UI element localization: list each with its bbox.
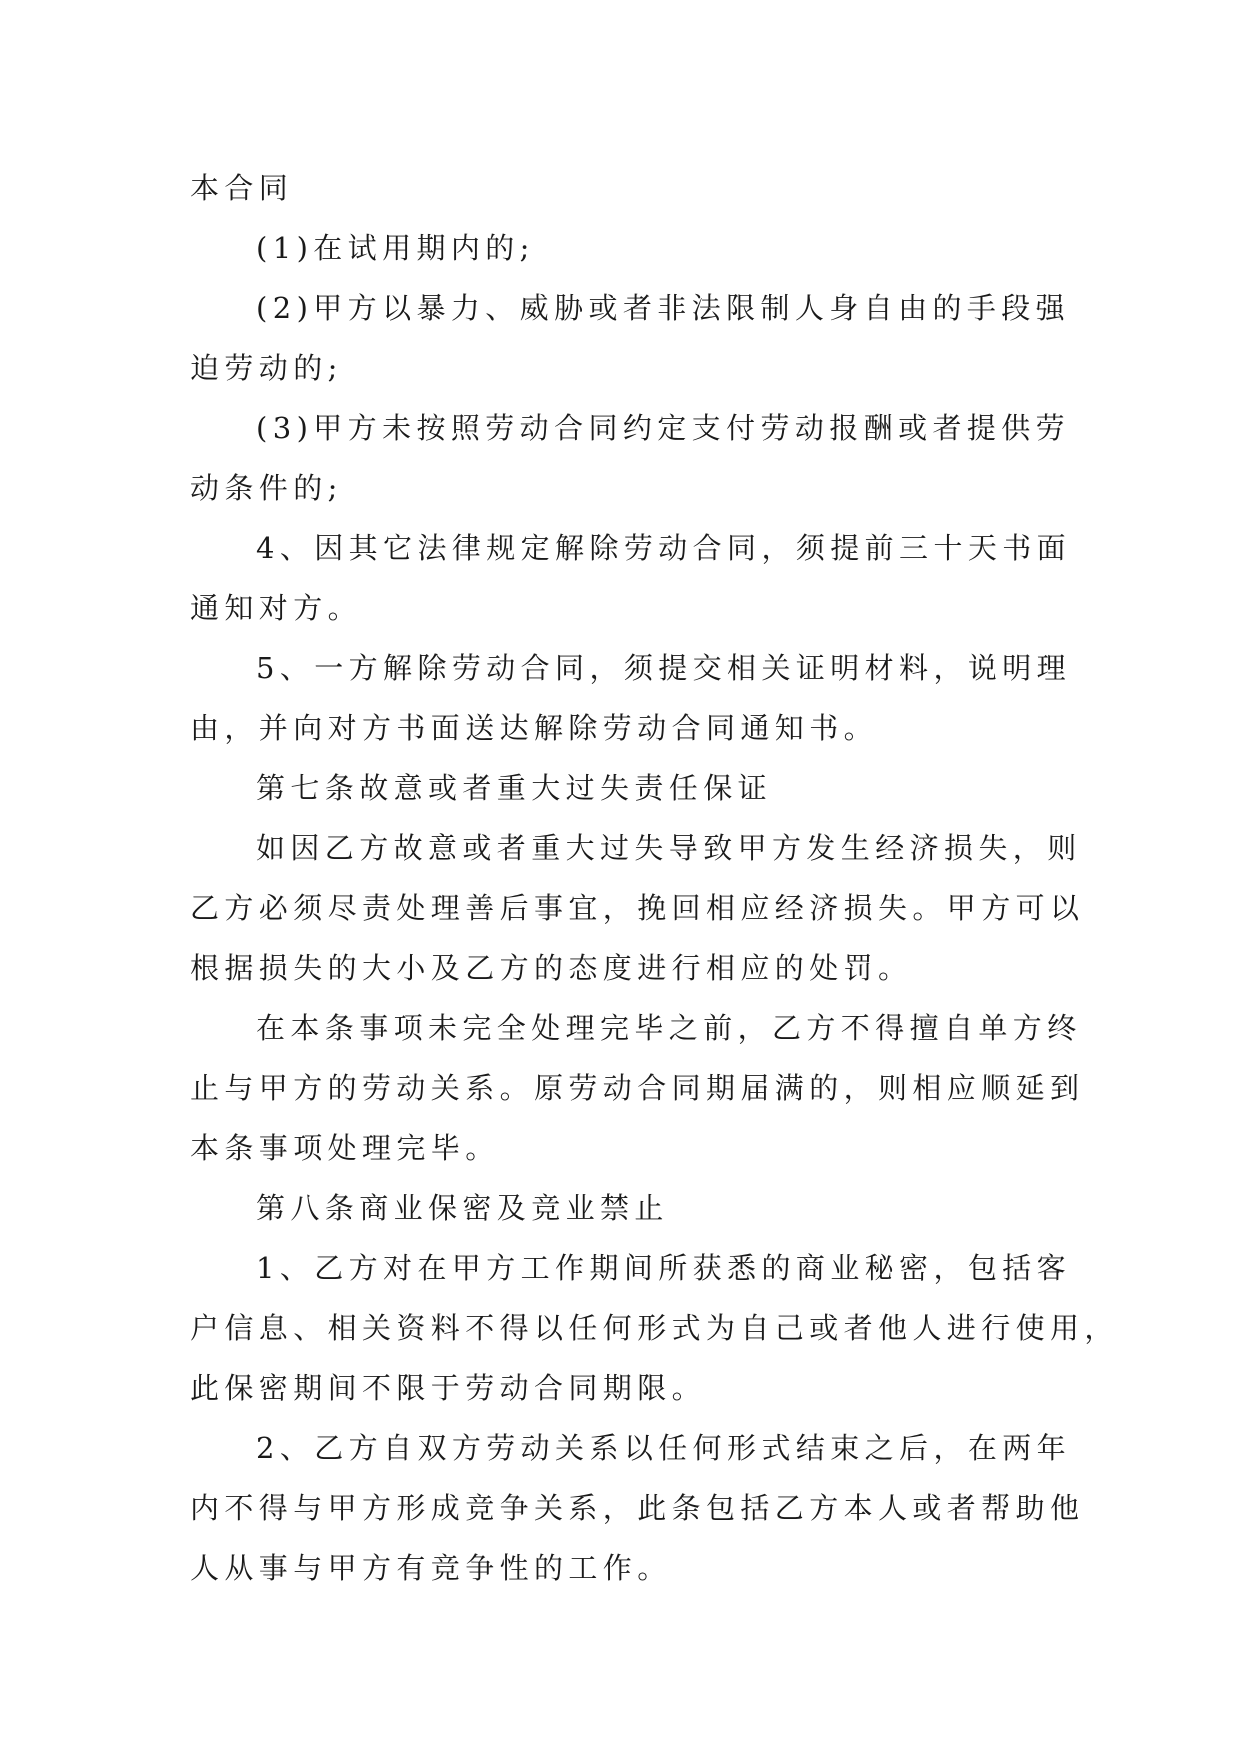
document-body: [190, 158, 1119, 1598]
text-line: 户信息、相关资料不得以任何形式为自己或者他人进行使用，: [190, 1311, 1119, 1345]
text-line: 本条事项处理完毕。: [190, 1131, 500, 1165]
text-line: (2)甲方以暴力、威胁或者非法限制人身自由的手段强: [256, 291, 1071, 325]
text-line: 动条件的;: [190, 471, 343, 505]
text-line: 在本条事项未完全处理完毕之前，乙方不得擅自单方终: [256, 1011, 1082, 1045]
text-line: 止与甲方的劳动关系。原劳动合同期届满的，则相应顺延到: [190, 1071, 1085, 1105]
text-line: 2、乙方自双方劳动关系以任何形式结束之后，在两年: [256, 1431, 1072, 1465]
text-line: 根据损失的大小及乙方的态度进行相应的处罚。: [190, 951, 913, 985]
text-line: 5、一方解除劳动合同，须提交相关证明材料，说明理: [256, 651, 1072, 685]
text-line: (3)甲方未按照劳动合同约定支付劳动报酬或者提供劳: [256, 411, 1071, 445]
text-line: 如因乙方故意或者重大过失导致甲方发生经济损失，则: [256, 831, 1082, 865]
text-line: (1)在试用期内的;: [256, 231, 535, 265]
text-line: 本合同: [190, 171, 294, 205]
text-line: 由，并向对方书面送达解除劳动合同通知书。: [190, 711, 879, 745]
text-line: 乙方必须尽责处理善后事宜，挽回相应经济损失。甲方可以: [190, 891, 1085, 925]
text-line: 1、乙方对在甲方工作期间所获悉的商业秘密，包括客: [256, 1251, 1072, 1285]
text-line: 内不得与甲方形成竞争关系，此条包括乙方本人或者帮助他: [190, 1491, 1085, 1525]
text-line: 此保密期间不限于劳动合同期限。: [190, 1371, 707, 1405]
text-line: 迫劳动的;: [190, 351, 343, 385]
text-line: 通知对方。: [190, 591, 363, 625]
section-heading: 第八条商业保密及竞业禁止: [256, 1191, 669, 1225]
section-heading: 第七条故意或者重大过失责任保证: [256, 771, 773, 805]
text-line: 4、因其它法律规定解除劳动合同，须提前三十天书面: [256, 531, 1072, 565]
text-line: 人从事与甲方有竞争性的工作。: [190, 1551, 672, 1585]
